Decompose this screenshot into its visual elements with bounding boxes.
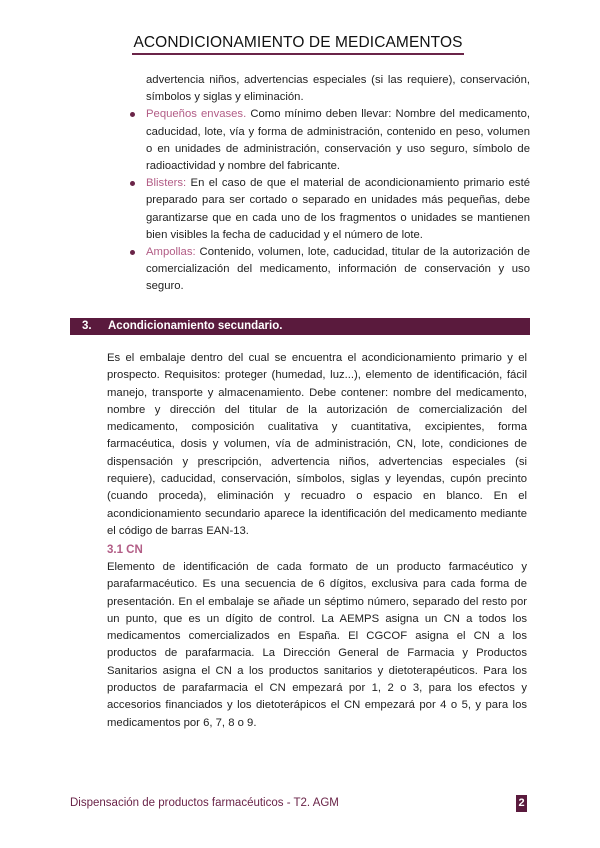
footer-text: Dispensación de productos farmacéuticos - T2. AGM xyxy=(70,797,339,809)
bullet-dot-icon xyxy=(130,250,135,255)
bullet-text: Como mínimo deben llevar: Nombre del medicamento, caducidad, lote, vía y forma de administración, contenido en peso, volumen o en unidades de administración, conservación y uso seguro, símbolo de radioactividad y nombre del fabricante. xyxy=(146,108,530,173)
bullet-text: Contenido, volumen, lote, caducidad, titular de la autorización de comercialización del medicamento, información de conservación y uso seguro. xyxy=(146,246,530,293)
section-title: Acondicionamiento secundario. xyxy=(108,320,283,332)
bullet-dot-icon xyxy=(130,181,135,186)
bullet-list xyxy=(128,72,530,296)
bullet-term: Blisters: xyxy=(146,177,187,190)
page-number: 2 xyxy=(516,795,527,812)
bullet-term: Ampollas: xyxy=(146,246,196,259)
bullet-dot-icon xyxy=(130,112,135,117)
section-heading-bar xyxy=(70,318,530,335)
subsection-paragraph: Elemento de identificación de cada formato de un producto farmacéutico y parafarmacéutico. Es una secuencia de 6 dígitos, exclusiva para cada forma de presentación. En el embalaje se añade un séptimo número, separado del resto por un punto, que es un dígito de control. La AEMPS asigna un CN a todos los medicamentos comercializados en España. El CGCOF asigna el CN a los productos de parafarmacia. La Dirección General de Farmacia y Productos Sanitarios asigna el CN a los productos sanitarios y dietoterapéuticos. Para los productos de parafarmacia el CN empezará por 1, 2 o 3, para los efectos y accesorios financiados y los dietoterápicos el CN empezará por 4 o 5, y para los medicamentos por 6, 7, 8 o 9. xyxy=(107,561,527,729)
bullet-item-pequenos-envases xyxy=(128,106,530,175)
section-number: 3. xyxy=(82,320,92,332)
bullet-term: Pequeños envases. xyxy=(146,108,247,121)
bullet-item-ampollas xyxy=(128,244,530,296)
section-paragraph: Es el embalaje dentro del cual se encuentra el acondicionamiento primario y el prospecto. Requisitos: proteger (humedad, luz...), elemento de identificación, fácil manejo, transporte y almacenamiento. Debe contener: nombre del medicamento, nombre y dirección del titular de la autorización de comercialización del medicamento, composición cualitativa y cuantitativa, excipientes, forma farmacéutica, dosis y volumen, vía de administración, CN, lote, condiciones de dispensación y prescripción, advertencia niños, advertencias especiales (si requiere), caducidad, conservación, símbolos, siglas y leyendas, cupón precinto (cuando proceda), eliminación y recuadro o espacio en blanco. En el acondicionamiento secundario aparece la identificación del medicamento mediante el código de barras EAN-13. xyxy=(107,352,527,537)
subsection-heading: 3.1 CN xyxy=(107,544,143,556)
bullet-text: En el caso de que el material de acondicionamiento primario esté preparado para ser cortado o separado en unidades más pequeñas, debe garantizarse que en cada uno de los fragmentos o unidades se mantienen bien visibles la fecha de caducidad y el número de lote. xyxy=(146,177,530,241)
bullet-continuation: advertencia niños, advertencias especiales (si las requiere), conservación, símbolos y siglas y eliminación. xyxy=(146,74,530,104)
bullet-item-blisters xyxy=(128,175,530,244)
page-header-title: ACONDICIONAMIENTO DE MEDICAMENTOS xyxy=(132,33,464,55)
